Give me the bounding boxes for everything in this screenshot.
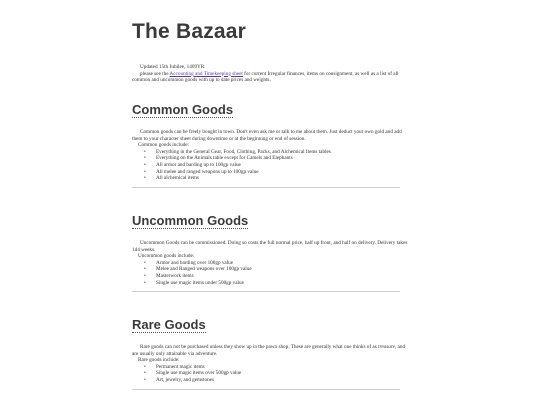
list-item: • All melee and ranged weapons up to 100gp value: [132, 169, 408, 176]
section-uncommon-goods: [132, 212, 408, 292]
list-item: • Art, jewelry, and gemstones: [132, 377, 408, 384]
section-paragraph-common: Common goods can be freely bought in town. Don't even ask me or talk to me about them. Just deduct your own gold and add them to your character sheet during downtime or at the beginning or end of session.: [132, 129, 402, 142]
section-common-goods: [132, 101, 408, 188]
section-heading-common: Common Goods: [132, 102, 234, 117]
section-divider: [132, 291, 400, 292]
include-label-rare: Rare goods include:: [138, 357, 180, 364]
list-item: • Permanent magic items: [132, 364, 408, 371]
include-label-common: Common goods include:: [138, 142, 190, 149]
include-label-uncommon: Uncommon goods include:: [138, 253, 195, 260]
list-item: • All alchemical items: [132, 175, 408, 182]
section-paragraph-rare: [132, 344, 408, 357]
rare-goods-list: [132, 364, 408, 384]
list-item: • Melee and Ranged weapons over 100gp value: [132, 266, 408, 273]
list-item: • Everything in the General Gear, Food, Clothing, Packs, and Alchemical Items tables: [132, 149, 408, 156]
section-heading-uncommon: Uncommon Goods: [132, 213, 249, 228]
uncommon-goods-list: [132, 260, 408, 286]
list-item: • Everything on the Animals table except for Camels and Elephants: [132, 155, 408, 162]
section-divider: [132, 389, 400, 390]
intro-paragraph: [132, 71, 408, 84]
rare-paragraph-post: , and are usually only attainable via adventure.: [132, 344, 406, 357]
intro-block: [132, 64, 408, 84]
intro-suffix: for current Irregular finances, items on consignment, as well as a list of all common and uncommon goods with up to date prices and weights.: [132, 70, 399, 84]
section-divider: [132, 187, 400, 188]
page-title: The Bazaar: [132, 20, 247, 43]
section-paragraph-uncommon: Uncommon Goods can be commissioned. Doing so costs the full normal price, half up front, and half on delivery. Delivery takes 1d4 weeks.: [132, 240, 408, 253]
rare-paragraph-emphasis: treasure: [378, 344, 395, 350]
list-item: • Armor and barding over 100gp value: [132, 260, 408, 267]
list-item: • Single use magic items under 500gp value: [132, 280, 408, 287]
list-item: • Single use magic items over 500gp value: [132, 370, 408, 377]
rare-paragraph-pre: Rare goods can not be purchased unless they show up in the pawn shop. These are generally what one thinks of as: [140, 344, 379, 350]
section-rare-goods: [132, 316, 408, 390]
list-item: • All armor and barding up to 100gp value: [132, 162, 408, 169]
list-item: • Masterwork items: [132, 273, 408, 280]
accounting-sheet-link[interactable]: Accounting and Timekeeping sheet: [169, 70, 243, 77]
intro-prefix: please see the: [140, 70, 170, 77]
updated-text: Updated 15th Jubilee, 1409YR.: [140, 64, 206, 70]
common-goods-list: [132, 149, 408, 182]
section-heading-rare: Rare Goods: [132, 317, 206, 332]
